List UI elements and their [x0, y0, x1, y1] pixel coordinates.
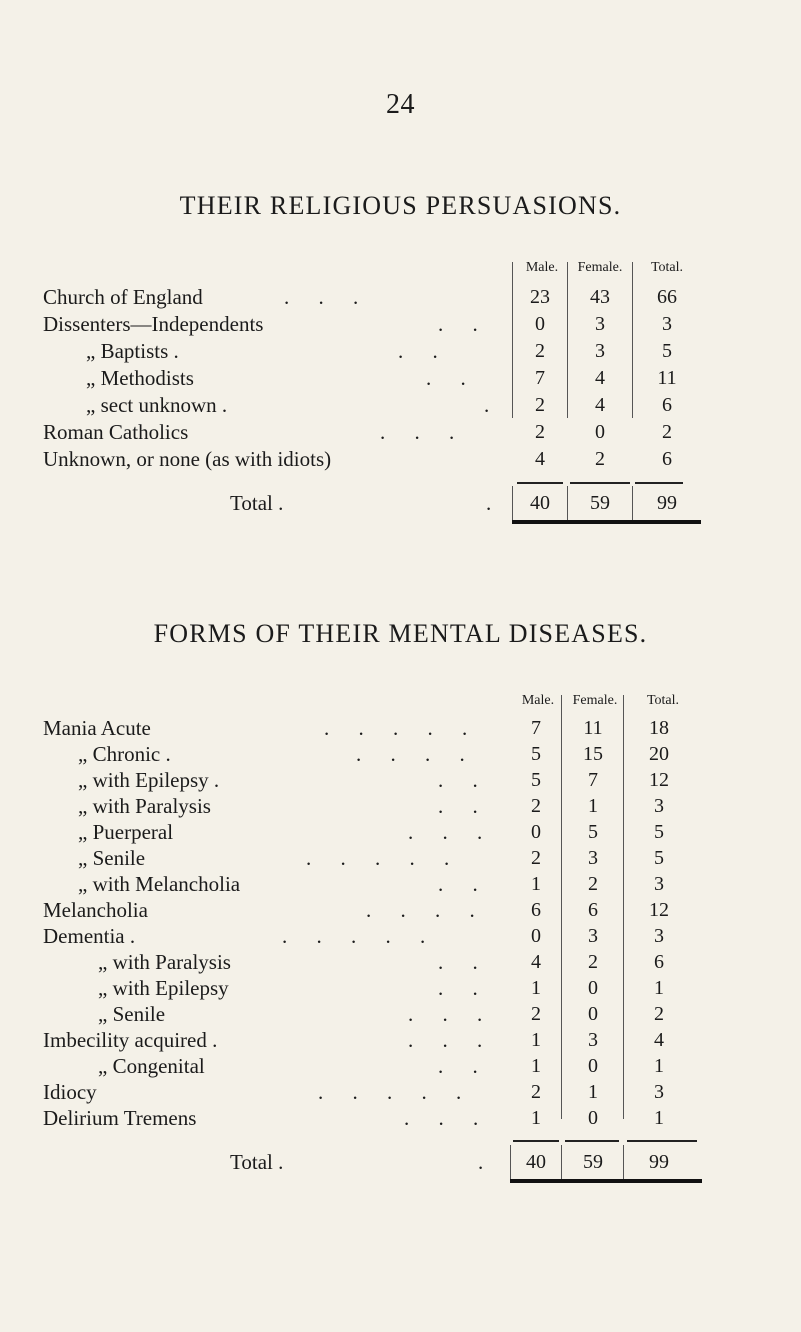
religious-row-female: 4: [595, 367, 605, 389]
religious-row: [0, 419, 801, 445]
mental-row-label: „ with Epilepsy: [98, 976, 229, 1000]
mental-row-female: 0: [588, 1003, 598, 1025]
mental-row-total: 3: [654, 873, 664, 895]
religious-total-divider-1: [512, 486, 513, 520]
mental-row-female: 1: [588, 795, 598, 817]
mental-row: [0, 845, 801, 871]
religious-row-dots: . .: [438, 312, 490, 336]
mental-row-dots: . . .: [408, 820, 495, 844]
mental-row: [0, 897, 801, 923]
mental-header-female: Female.: [572, 693, 618, 708]
religious-row-dots: . .: [426, 366, 478, 390]
mental-row: [0, 975, 801, 1001]
mental-row-dots: . .: [438, 768, 490, 792]
mental-title: FORMS OF THEIR MENTAL DISEASES.: [153, 619, 648, 648]
religious-row-female: 3: [595, 340, 605, 362]
mental-row-male: 0: [531, 821, 541, 843]
mental-row-male: 2: [531, 795, 541, 817]
mental-row-total: 5: [654, 821, 664, 843]
religious-row-total: 2: [662, 421, 672, 443]
religious-row-total: 5: [662, 340, 672, 362]
religious-row-dots: . . .: [380, 420, 467, 444]
page-number: 24: [386, 89, 415, 120]
mental-row-total: 18: [649, 717, 669, 739]
mental-row-label: Mania Acute: [43, 716, 151, 740]
mental-row-total: 12: [649, 769, 669, 791]
religious-row-total: 11: [657, 367, 677, 389]
mental-row-dots: . .: [438, 950, 490, 974]
religious-total-male: 40: [530, 492, 550, 514]
religious-row-male: 23: [530, 286, 550, 308]
religious-header-male: Male.: [525, 260, 559, 275]
religious-row: [0, 284, 801, 310]
mental-row-male: 1: [531, 977, 541, 999]
mental-total-label: Total .: [230, 1150, 284, 1174]
mental-row-total: 20: [649, 743, 669, 765]
religious-total-female: 59: [590, 492, 610, 514]
mental-row-male: 6: [531, 899, 541, 921]
religious-row: [0, 446, 801, 472]
mental-row-female: 3: [588, 1029, 598, 1051]
mental-sum-line-female: [565, 1140, 619, 1142]
religious-row-male: 4: [535, 448, 545, 470]
mental-row-female: 0: [588, 1107, 598, 1129]
religious-row-dots: . .: [398, 339, 450, 363]
mental-row: [0, 741, 801, 767]
religious-row-label: Roman Catholics: [43, 420, 189, 444]
mental-row-label: „ with Melancholia: [78, 872, 241, 896]
mental-row-male: 4: [531, 951, 541, 973]
religious-row-female: 0: [595, 421, 605, 443]
religious-row-total: 6: [662, 394, 672, 416]
mental-row: [0, 923, 801, 949]
mental-row: [0, 871, 801, 897]
mental-row-dots: . . . .: [356, 742, 477, 766]
religious-total-total: 99: [657, 492, 677, 514]
religious-total-divider-3: [632, 486, 633, 520]
religious-row-total: 3: [662, 313, 672, 335]
religious-row-female: 3: [595, 313, 605, 335]
mental-row-total: 5: [654, 847, 664, 869]
religious-row-male: 2: [535, 394, 545, 416]
mental-row-female: 11: [583, 717, 603, 739]
mental-total-dots: .: [478, 1150, 496, 1174]
mental-row-label: Imbecility acquired .: [43, 1028, 218, 1052]
mental-row-total: 1: [654, 1055, 664, 1077]
mental-row-female: 2: [588, 873, 598, 895]
religious-row-label: „ Methodists: [86, 366, 194, 390]
mental-row: [0, 1027, 801, 1053]
mental-row-dots: . . . . .: [282, 924, 438, 948]
mental-row-male: 1: [531, 1029, 541, 1051]
mental-row-male: 5: [531, 769, 541, 791]
mental-row-dots: . .: [438, 976, 490, 1000]
mental-row-label: „ Chronic .: [78, 742, 171, 766]
mental-row-dots: . .: [438, 1054, 490, 1078]
mental-row-label: Melancholia: [43, 898, 148, 922]
mental-row: [0, 1053, 801, 1079]
religious-row-label: „ sect unknown .: [86, 393, 228, 417]
mental-row-female: 15: [583, 743, 603, 765]
mental-row-female: 0: [588, 977, 598, 999]
religious-row-male: 2: [535, 421, 545, 443]
religious-row-dots: . . .: [284, 285, 371, 309]
religious-row-label: Dissenters—Independents: [43, 312, 264, 336]
religious-row-label: Unknown, or none (as with idiots): [43, 447, 332, 471]
mental-total-bar: [510, 1179, 702, 1183]
religious-sum-line-male: [517, 482, 563, 484]
religious-row-male: 2: [535, 340, 545, 362]
mental-row: [0, 1001, 801, 1027]
religious-row-total: 6: [662, 448, 672, 470]
religious-title: THEIR RELIGIOUS PERSUASIONS.: [179, 191, 622, 220]
mental-row: [0, 1105, 801, 1131]
mental-total-divider-2: [623, 1145, 624, 1179]
mental-row-total: 3: [654, 1081, 664, 1103]
mental-row-dots: . . . . .: [324, 716, 480, 740]
mental-row-dots: . . . . .: [306, 846, 462, 870]
mental-row-label: Dementia .: [43, 924, 136, 948]
mental-row-dots: . .: [438, 794, 490, 818]
religious-row: [0, 338, 801, 364]
mental-row-male: 1: [531, 873, 541, 895]
mental-row-female: 1: [588, 1081, 598, 1103]
religious-row-female: 43: [590, 286, 610, 308]
religious-total-dots: .: [486, 491, 504, 515]
mental-total-total: 99: [649, 1151, 669, 1173]
mental-row: [0, 715, 801, 741]
mental-row-female: 3: [588, 847, 598, 869]
mental-header-male: Male.: [521, 693, 555, 708]
mental-row: [0, 819, 801, 845]
religious-total-row: [0, 490, 801, 516]
mental-row-total: 1: [654, 1107, 664, 1129]
mental-row-dots: . . .: [404, 1106, 491, 1130]
mental-row-male: 2: [531, 847, 541, 869]
mental-row-label: Idiocy: [43, 1080, 97, 1104]
mental-row-female: 6: [588, 899, 598, 921]
mental-row-female: 2: [588, 951, 598, 973]
mental-row: [0, 1079, 801, 1105]
religious-row-total: 66: [657, 286, 677, 308]
religious-row-male: 7: [535, 367, 545, 389]
mental-row-male: 2: [531, 1081, 541, 1103]
religious-row-female: 4: [595, 394, 605, 416]
mental-row-male: 5: [531, 743, 541, 765]
religious-total-bar: [512, 520, 701, 524]
mental-row-label: „ with Paralysis: [98, 950, 231, 974]
religious-row: [0, 311, 801, 337]
mental-row-male: 0: [531, 925, 541, 947]
mental-row-total: 1: [654, 977, 664, 999]
mental-row-male: 7: [531, 717, 541, 739]
mental-row-dots: . . . .: [366, 898, 487, 922]
mental-total-divider-1: [561, 1145, 562, 1179]
mental-row-female: 0: [588, 1055, 598, 1077]
mental-row-label: „ with Paralysis: [78, 794, 211, 818]
mental-row-dots: . .: [438, 872, 490, 896]
mental-row-male: 2: [531, 1003, 541, 1025]
mental-sum-line-total: [627, 1140, 697, 1142]
mental-row-total: 4: [654, 1029, 664, 1051]
mental-sum-line-male: [513, 1140, 559, 1142]
mental-row: [0, 767, 801, 793]
mental-row-label: „ Congenital: [98, 1054, 205, 1078]
mental-row-female: 5: [588, 821, 598, 843]
mental-row-label: „ Puerperal: [78, 820, 174, 844]
mental-total-divider-left: [510, 1145, 511, 1179]
mental-row-female: 7: [588, 769, 598, 791]
mental-total-row: [0, 1149, 801, 1175]
mental-row-label: „ Senile: [78, 846, 146, 870]
mental-row: [0, 949, 801, 975]
mental-row-male: 1: [531, 1055, 541, 1077]
religious-header-female: Female.: [577, 260, 623, 275]
mental-row-label: „ with Epilepsy .: [78, 768, 220, 792]
religious-total-divider-2: [567, 486, 568, 520]
religious-row-male: 0: [535, 313, 545, 335]
mental-row-total: 12: [649, 899, 669, 921]
religious-sum-line-total: [635, 482, 683, 484]
mental-row-total: 6: [654, 951, 664, 973]
religious-row: [0, 365, 801, 391]
mental-row-label: „ Senile: [98, 1002, 166, 1026]
mental-total-male: 40: [526, 1151, 546, 1173]
mental-row-dots: . . .: [408, 1028, 495, 1052]
religious-header-total: Total.: [650, 260, 684, 275]
mental-total-female: 59: [583, 1151, 603, 1173]
mental-row-label: Delirium Tremens: [43, 1106, 197, 1130]
mental-row-dots: . . .: [408, 1002, 495, 1026]
religious-row-label: „ Baptists .: [86, 339, 179, 363]
mental-row-total: 3: [654, 925, 664, 947]
mental-row-total: 2: [654, 1003, 664, 1025]
religious-sum-line-female: [570, 482, 630, 484]
religious-row: [0, 392, 801, 418]
mental-row-female: 3: [588, 925, 598, 947]
mental-row-male: 1: [531, 1107, 541, 1129]
religious-row-female: 2: [595, 448, 605, 470]
mental-row: [0, 793, 801, 819]
mental-row-total: 3: [654, 795, 664, 817]
religious-row-label: Church of England: [43, 285, 203, 309]
religious-row-dots: .: [484, 393, 502, 417]
mental-row-dots: . . . . .: [318, 1080, 474, 1104]
religious-total-label: Total .: [230, 491, 284, 515]
mental-header-total: Total.: [646, 693, 680, 708]
